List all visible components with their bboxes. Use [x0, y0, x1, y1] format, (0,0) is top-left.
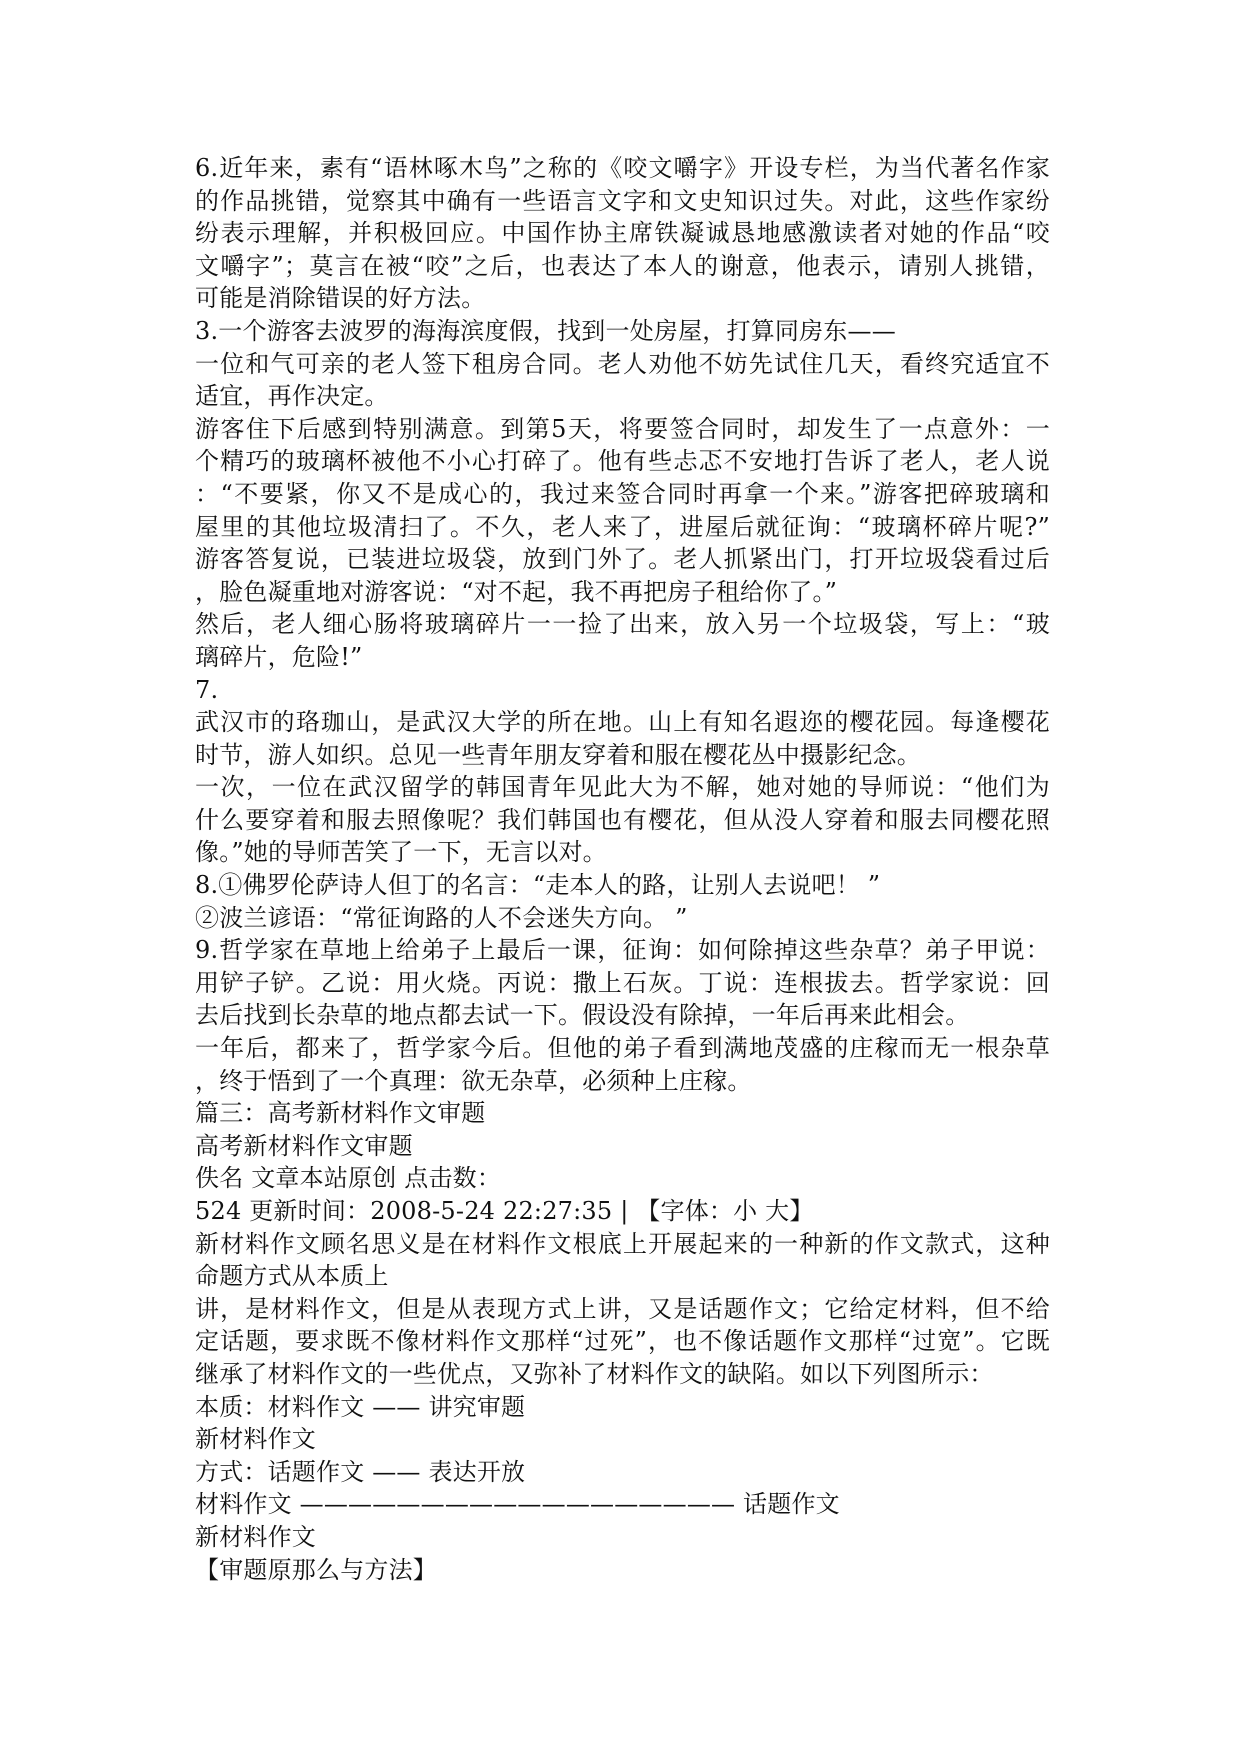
text-line: 佚名 文章本站原创 点击数：: [195, 1164, 502, 1193]
text-line: 游客住下后感到特别满意。到第5天，将要签合同时，却发生了一点意外：一: [195, 414, 1050, 443]
text-line: 本质：材料作文 —— 讲究审题: [195, 1392, 526, 1421]
text-line: 524 更新时间：2008-5-24 22:27:35 | 【字体：小 大】: [195, 1197, 814, 1225]
text-line: 定话题，要求既不像材料作文那样“过死”，也不像话题作文那样“过宽”。它既: [195, 1327, 1050, 1356]
text-line: 继承了材料作文的一些优点，又弥补了材料作文的缺陷。如以下列图所示：: [195, 1359, 994, 1388]
text-line: 8.①佛罗伦萨诗人但丁的名言：“走本人的路，让别人去说吧！ ”: [195, 871, 881, 900]
text-line: 的作品挑错，觉察其中确有一些语言文字和文史知识过失。对此，这些作家纷: [195, 186, 1050, 215]
text-line: 方式：话题作文 —— 表达开放: [195, 1457, 526, 1486]
text-line: 璃碎片，危险!”: [195, 642, 363, 671]
text-line: 适宜，再作决定。: [195, 382, 389, 411]
text-line: 武汉市的珞珈山，是武汉大学的所在地。山上有知名遐迩的樱花园。每逢樱花: [195, 708, 1050, 737]
text-line: 文嚼字”；莫言在被“咬”之后，也表达了本人的谢意，他表示，请别人挑错，: [195, 251, 1050, 280]
text-line: 纷表示理解，并积极回应。中国作协主席铁凝诚恳地感激读者对她的作品“咬: [195, 219, 1050, 248]
text-line: 【审题原那么与方法】: [195, 1555, 437, 1584]
text-line: 个精巧的玻璃杯被他不小心打碎了。他有些忐忑不安地打告诉了老人，老人说: [195, 447, 1050, 476]
text-line: 7.: [195, 675, 219, 704]
text-line: 新材料作文: [195, 1425, 316, 1454]
text-line: 命题方式从本质上: [195, 1262, 389, 1291]
text-line: 然后，老人细心肠将玻璃碎片一一捡了出来，放入另一个垃圾袋，写上：“玻: [195, 610, 1050, 639]
text-line: ，脸色凝重地对游客说：“对不起，我不再把房子租给你了。”: [195, 577, 838, 606]
text-line: 去后找到长杂草的地点都去试一下。假设没有除掉，一年后再来此相会。: [195, 1001, 970, 1030]
text-line: 什么要穿着和服去照像呢？我们韩国也有樱花，但从没人穿着和服去同樱花照: [195, 805, 1050, 834]
text-line: 一年后，都来了，哲学家今后。但他的弟子看到满地茂盛的庄稼而无一根杂草: [195, 1034, 1050, 1063]
text-line: 可能是消除错误的好方法。: [195, 284, 486, 313]
text-line: 像。”她的导师苦笑了一下，无言以对。: [195, 838, 607, 867]
text-line: 3.一个游客去波罗的海海滨度假，找到一处房屋，打算同房东——: [195, 316, 896, 345]
text-line: 新材料作文顾名思义是在材料作文根底上开展起来的一种新的作文款式，这种: [195, 1229, 1050, 1258]
text-line: ，终于悟到了一个真理：欲无杂草，必须种上庄稼。: [195, 1066, 752, 1095]
text-line: 用铲子铲。乙说：用火烧。丙说：撒上石灰。丁说：连根拔去。哲学家说：回: [195, 968, 1050, 997]
text-line: 6.近年来，素有“语林啄木鸟”之称的《咬文嚼字》开设专栏，为当代著名作家: [195, 154, 1050, 182]
text-line: 一次，一位在武汉留学的韩国青年见此大为不解，她对她的导师说：“他们为: [195, 773, 1050, 802]
text-line: 材料作文 —————————————————— 话题作文: [195, 1490, 840, 1519]
text-line: 游客答复说，已装进垃圾袋，放到门外了。老人抓紧出门，打开垃圾袋看过后: [195, 545, 1050, 574]
text-line: 篇三：高考新材料作文审题: [195, 1099, 486, 1128]
text-line: ②波兰谚语：“常征询路的人不会迷失方向。 ”: [195, 903, 688, 932]
text-line: 时节，游人如织。总见一些青年朋友穿着和服在樱花丛中摄影纪念。: [195, 740, 921, 769]
text-line: 高考新材料作文审题: [195, 1131, 413, 1160]
text-line: 屋里的其他垃圾清扫了。不久，老人来了，进屋后就征询：“玻璃杯碎片呢?”: [195, 512, 1050, 541]
text-line: 新材料作文: [195, 1522, 316, 1551]
document-body: [195, 152, 1050, 1586]
text-line: 一位和气可亲的老人签下租房合同。老人劝他不妨先试住几天，看终究适宜不: [195, 349, 1050, 378]
text-line: ：“不要紧，你又不是成心的，我过来签合同时再拿一个来。”游客把碎玻璃和: [195, 479, 1050, 508]
text-line: 9.哲学家在草地上给弟子上最后一课，征询：如何除掉这些杂草？弟子甲说：: [195, 936, 1050, 965]
text-line: 讲，是材料作文，但是从表现方式上讲，又是话题作文；它给定材料，但不给: [195, 1294, 1050, 1323]
